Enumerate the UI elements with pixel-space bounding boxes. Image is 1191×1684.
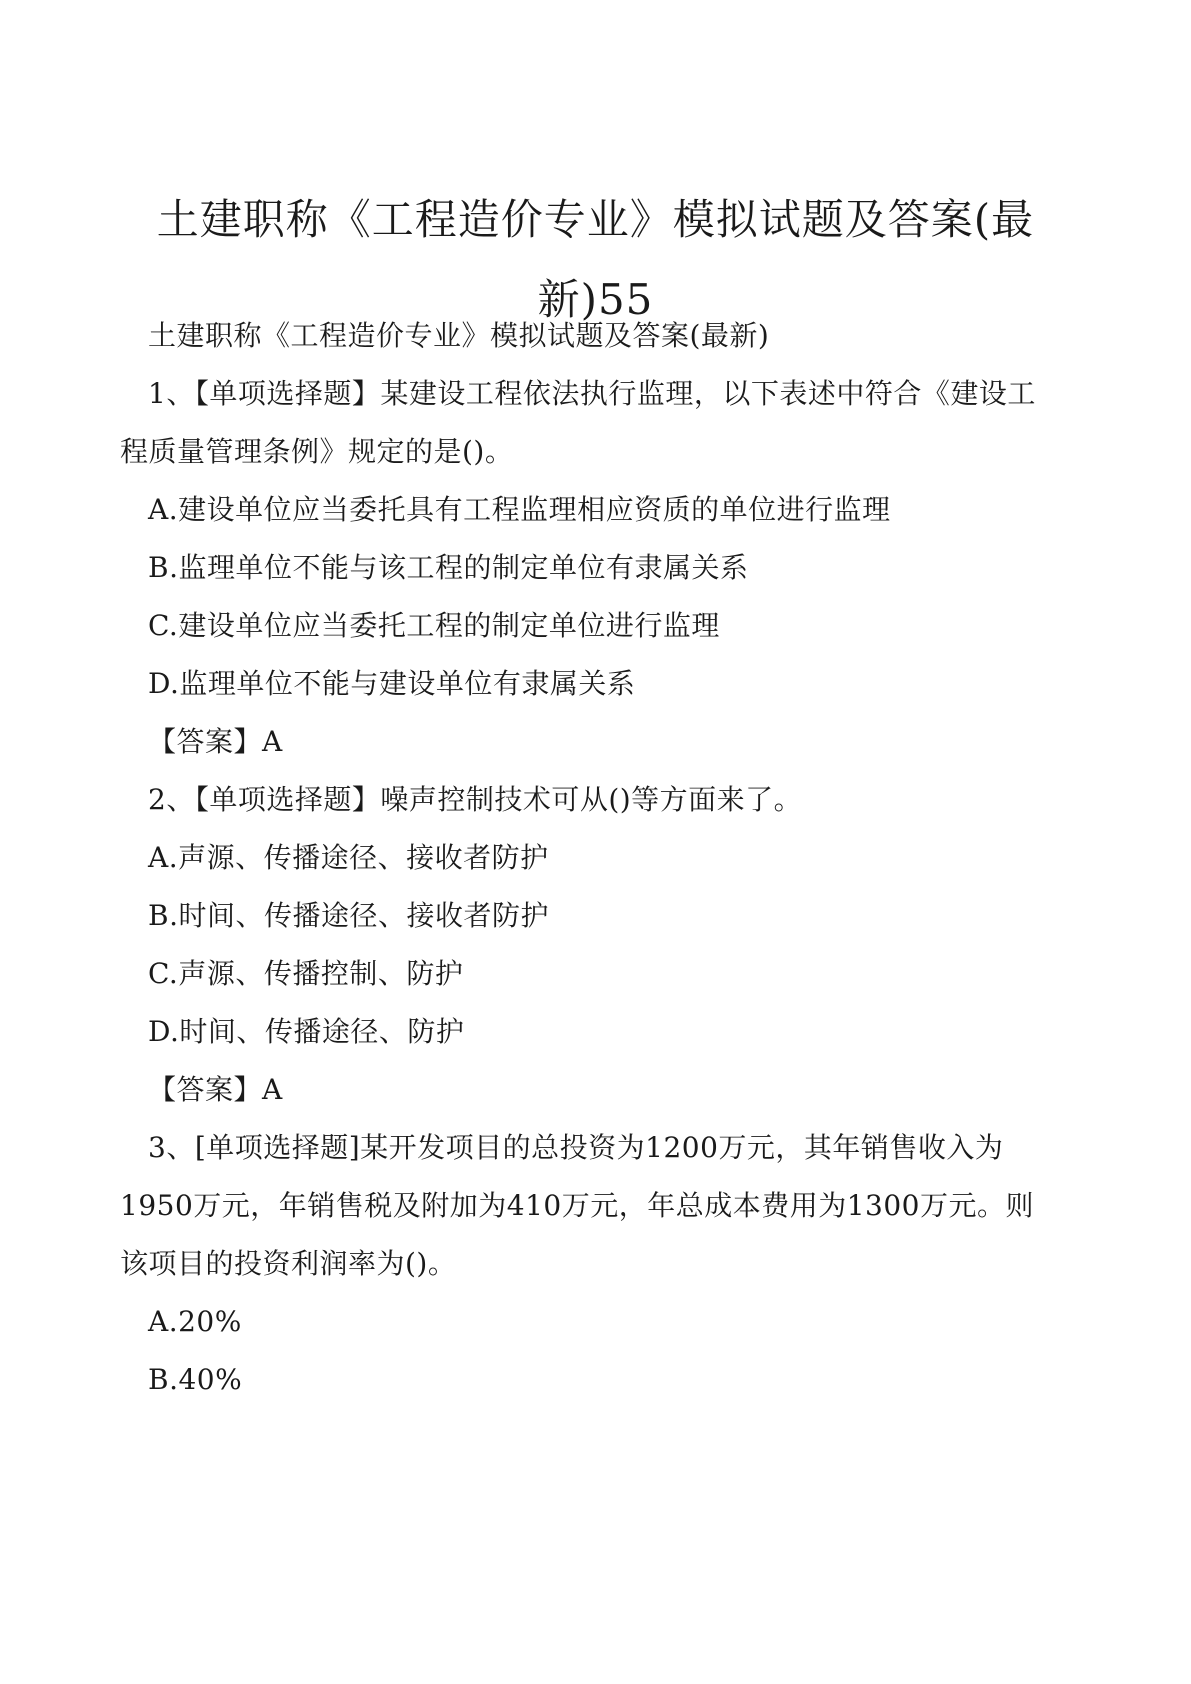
q1-stem-line-1: 1、【单项选择题】某建设工程依法执行监理，以下表述中符合《建设工 — [148, 377, 1036, 410]
q3-option-b: B.40% — [148, 1363, 243, 1396]
q1-option-b: B.监理单位不能与该工程的制定单位有隶属关系 — [148, 551, 749, 584]
q1-option-a: A.建设单位应当委托具有工程监理相应资质的单位进行监理 — [148, 493, 891, 526]
title-line-1: 土建职称《工程造价专业》模拟试题及答案(最 — [156, 195, 1035, 244]
q1-option-d: D.监理单位不能与建设单位有隶属关系 — [148, 667, 636, 700]
q3-stem-line-1: 3、[单项选择题]某开发项目的总投资为1200万元，其年销售收入为 — [148, 1131, 1004, 1164]
q3-stem-line-3: 该项目的投资利润率为()。 — [120, 1247, 457, 1280]
title-line-2: 新)55 — [537, 275, 654, 324]
q2-option-d: D.时间、传播途径、防护 — [148, 1015, 465, 1048]
document-subtitle: 土建职称《工程造价专业》模拟试题及答案(最新) — [148, 319, 770, 352]
q1-answer: 【答案】A — [148, 725, 283, 758]
q2-answer: 【答案】A — [148, 1073, 283, 1106]
q2-option-a: A.声源、传播途径、接收者防护 — [148, 841, 549, 874]
q3-stem-line-2: 1950万元，年销售税及附加为410万元，年总成本费用为1300万元。则 — [120, 1189, 1034, 1222]
q2-option-b: B.时间、传播途径、接收者防护 — [148, 899, 549, 932]
q1-option-c: C.建设单位应当委托工程的制定单位进行监理 — [148, 609, 720, 642]
q2-option-c: C.声源、传播控制、防护 — [148, 957, 464, 990]
q3-option-a: A.20% — [148, 1305, 242, 1338]
q2-stem-line-1: 2、【单项选择题】噪声控制技术可从()等方面来了。 — [148, 783, 803, 816]
q1-stem-line-2: 程质量管理条例》规定的是()。 — [120, 435, 514, 468]
